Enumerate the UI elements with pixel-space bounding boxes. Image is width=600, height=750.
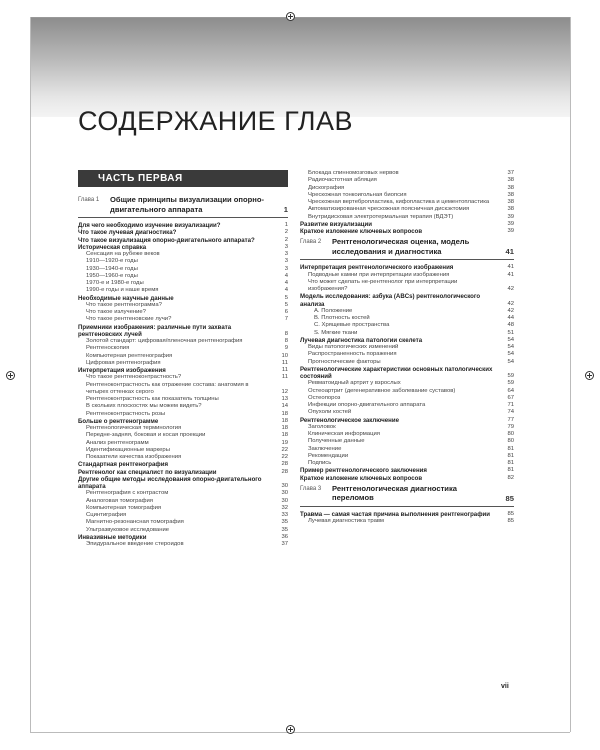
toc-entry[interactable] (300, 467, 514, 474)
toc-entry-page: 4 (284, 272, 288, 279)
toc-entry[interactable] (78, 403, 288, 410)
toc-entry[interactable] (300, 322, 514, 329)
toc-entry[interactable] (300, 409, 514, 416)
toc-entry-page: 3 (284, 265, 288, 272)
toc-entry-page: 18 (281, 417, 288, 424)
toc-entry-title: Эпидуральное введение стероидов (86, 541, 184, 547)
toc-entry-title: B. Плотность костей (314, 315, 370, 321)
toc-entry-title: Виды патологических изменений (308, 344, 399, 350)
toc-entry[interactable] (78, 244, 288, 251)
toc-entry[interactable] (300, 199, 514, 206)
toc-entry-title: Рентгеноскопия (86, 345, 130, 352)
toc-entry-page: 18 (281, 432, 288, 439)
toc-entry[interactable] (300, 185, 514, 192)
toc-entry-title: Рентгенолог как специалист по визуализации (78, 468, 217, 476)
toc-entry[interactable] (300, 424, 514, 431)
toc-entry[interactable] (300, 177, 514, 184)
toc-entry[interactable] (300, 351, 514, 358)
toc-entry-title: Что может сделать не-рентгенолог при интерпретации изображения? (308, 278, 458, 292)
toc-entry-page: 36 (281, 533, 288, 540)
toc-entry-title: 1930—1940-е годы (86, 265, 138, 272)
toc-entry-title: Показатели качества изображения (86, 454, 182, 460)
toc-entry-title: Опухоли костей (308, 409, 352, 416)
toc-entry-page: 5 (284, 301, 288, 308)
toc-entry-page: 54 (507, 344, 514, 350)
toc-entry[interactable] (300, 518, 514, 525)
toc-entry-title: Передне-задняя, боковая и косая проекции (86, 432, 206, 439)
toc-entry-title: Анализ рентгенограмм (86, 439, 149, 446)
toc-entry-title: Клиническая информация (308, 431, 380, 437)
toc-entry-page: 42 (507, 286, 514, 292)
toc-entry-title: Приемники изображения: различные пути захвата рентгеновских лучей (78, 323, 232, 338)
page-title: СОДЕРЖАНИЕ ГЛАВ (78, 106, 354, 136)
toc-entry-page: 30 (281, 490, 288, 497)
toc-list-left (78, 193, 288, 548)
toc-entry[interactable] (78, 360, 288, 367)
toc-entry-title: Рентгенологические характеристики основных патологических состояний (300, 365, 493, 380)
toc-entry-page: 4 (284, 280, 288, 286)
toc-entry-page: 18 (281, 425, 288, 431)
toc-entry[interactable] (78, 353, 288, 360)
toc-entry-page: 41 (507, 264, 514, 271)
toc-entry-title: Внутридисковая электротермальная терапия (ВДЭТ) (308, 213, 454, 220)
toc-entry[interactable] (300, 170, 514, 177)
toc-entry[interactable] (78, 447, 288, 454)
toc-entry-title: Инвазивные методики (78, 533, 147, 541)
toc-entry[interactable] (78, 461, 288, 468)
toc-entry[interactable] (300, 315, 514, 322)
toc-entry-page: 32 (281, 504, 288, 511)
toc-entry-title: В скольких плоскостях мы можем видеть? (86, 403, 202, 410)
toc-entry-title: A. Положение (314, 307, 353, 314)
crop-line-right (570, 17, 571, 732)
toc-entry-page: 81 (507, 467, 514, 474)
toc-entry-page: 79 (507, 423, 514, 430)
toc-entry[interactable] (78, 302, 288, 309)
toc-entry-title: Рекомендации (308, 452, 349, 459)
toc-entry[interactable] (300, 453, 514, 460)
registration-mark-right-icon (585, 371, 594, 380)
toc-entry-page: 38 (507, 206, 514, 213)
toc-entry[interactable] (78, 222, 288, 229)
registration-mark-bottom-icon (286, 725, 295, 734)
page-number: vii (501, 683, 509, 690)
toc-entry-page: 3 (284, 251, 288, 257)
toc-column-right (300, 170, 514, 525)
toc-entry[interactable] (78, 534, 288, 541)
toc-entry-page: 33 (281, 512, 288, 518)
toc-entry-title: Что такое рентгеноконтрастность? (86, 374, 182, 381)
toc-entry[interactable] (78, 338, 288, 345)
toc-entry-title: 1990-е годы и наше время (86, 287, 159, 294)
toc-entry-title: Лучевая диагностика травм (308, 518, 384, 524)
toc-entry-page: 3 (284, 258, 288, 265)
toc-entry-title: Рентгенологическое заключение (300, 416, 399, 424)
toc-entry-page: 8 (284, 338, 288, 344)
toc-entry-page: 41 (507, 271, 514, 278)
toc-entry-title: Лучевая диагностика патологии скелета (300, 336, 423, 344)
toc-entry-title: Больше о рентгенограмме (78, 417, 159, 425)
toc-entry-page: 22 (281, 454, 288, 460)
toc-entry-title: Инфекции опорно-двигательного аппарата (308, 402, 426, 408)
toc-entry-title: Заключение (308, 445, 342, 452)
toc-entry[interactable] (78, 490, 288, 497)
toc-entry-page: 7 (284, 316, 288, 323)
toc-entry-page: 74 (507, 409, 514, 416)
toc-entry[interactable] (300, 446, 514, 453)
chapter-number: Глава 2 (300, 239, 322, 246)
toc-entry-title: Рентгеноконтрастность розы (86, 410, 166, 417)
toc-entry-page: 37 (507, 170, 514, 176)
toc-entry[interactable] (300, 206, 514, 213)
toc-entry-page: 67 (507, 394, 514, 401)
toc-entry-title: Модель исследования: азбука (ABCs) рентгенологического анализа (300, 293, 481, 308)
toc-entry-title: Золотой стандарт: цифровая/пленочная рентгенография (86, 338, 243, 344)
toc-entry-title: Что такое излучение? (86, 309, 146, 315)
toc-entry-title: Сенсация на рубеже веков (86, 251, 160, 257)
toc-entry-page: 81 (507, 452, 514, 459)
toc-entry-title: Ревматоидный артрит у взрослых (308, 380, 401, 387)
toc-entry[interactable] (78, 541, 288, 548)
toc-entry[interactable] (78, 251, 288, 258)
toc-entry-page: 81 (507, 445, 514, 452)
toc-list-right (300, 170, 514, 525)
toc-entry-page: 54 (507, 351, 514, 358)
toc-entry-title: Чрескожная тонкоигольная биопсия (308, 191, 407, 198)
toc-entry-page: 8 (284, 330, 288, 337)
toc-entry[interactable] (300, 214, 514, 221)
header-band (30, 17, 570, 117)
toc-entry-title: Ультразвуковое исследование (86, 526, 170, 533)
toc-entry-page: 54 (507, 358, 514, 365)
chapter-title: Рентгенологическая оценка, модель исследования и диагностика (332, 237, 470, 256)
toc-entry-page: 85 (507, 518, 514, 524)
toc-entry-title: Развитие визуализации (300, 220, 373, 228)
toc-entry[interactable] (78, 324, 288, 339)
toc-entry[interactable] (300, 264, 514, 271)
toc-entry[interactable] (300, 192, 514, 199)
toc-entry-title: Идентификационные маркеры (86, 446, 170, 453)
toc-entry[interactable] (78, 374, 288, 381)
toc-entry-title: Интерпретация изображения (78, 367, 166, 374)
toc-entry-title: Сцинтиграфия (86, 512, 127, 518)
toc-entry[interactable] (300, 337, 514, 344)
toc-entry[interactable] (78, 519, 288, 526)
toc-entry[interactable] (300, 221, 514, 228)
toc-entry-page: 10 (281, 352, 288, 359)
toc-entry-title: Краткое изложение ключевых вопросов (300, 474, 423, 482)
toc-entry-page: 38 (507, 199, 514, 205)
toc-entry[interactable] (78, 454, 288, 461)
toc-entry[interactable] (300, 330, 514, 337)
toc-entry-page: 4 (284, 287, 288, 294)
toc-entry-title: Аналоговая томография (86, 497, 153, 504)
toc-entry-title: Рентгеноконтрастность как показатель толщины (86, 396, 219, 402)
toc-entry-title: Историческая справка (78, 243, 147, 251)
toc-entry-page: 28 (281, 461, 288, 468)
toc-entry-title: Что такое рентгенограмма? (86, 301, 162, 308)
toc-entry[interactable] (78, 396, 288, 403)
chapter-title: Общие принципы визуализации опорно-двигательного аппарата (110, 195, 265, 214)
toc-entry[interactable] (78, 476, 288, 491)
toc-entry-title: Подводные камни при интерпретации изображения (308, 271, 450, 278)
toc-entry-page: 42 (507, 307, 514, 314)
toc-entry-title: Компьютерная рентгенография (86, 352, 173, 359)
toc-entry-page: 11 (281, 367, 288, 373)
chapter-page: 85 (505, 493, 514, 503)
toc-entry[interactable] (300, 380, 514, 387)
toc-entry-title: 1970-е и 1980-е годы (86, 280, 144, 286)
toc-entry[interactable] (78, 505, 288, 512)
part-heading: ЧАСТЬ ПЕРВАЯ (78, 170, 288, 187)
toc-entry[interactable] (300, 359, 514, 366)
toc-entry-title: Магнитно-резонансная томография (86, 519, 184, 526)
toc-entry-page: 5 (284, 294, 288, 301)
toc-entry[interactable] (78, 316, 288, 323)
toc-entry[interactable] (300, 395, 514, 402)
toc-entry[interactable] (78, 258, 288, 265)
toc-entry-title: Радиочастотная абляция (308, 177, 377, 184)
toc-entry-page: 38 (507, 177, 514, 184)
toc-entry-title: Полученные данные (308, 438, 365, 445)
toc-entry[interactable] (78, 273, 288, 280)
toc-entry[interactable] (78, 309, 288, 316)
toc-entry-title: Компьютерная томография (86, 504, 162, 511)
toc-entry-page: 13 (281, 396, 288, 402)
toc-entry-page: 14 (281, 403, 288, 410)
toc-entry-title: Другие общие методы исследования опорно-двигательного аппарата (78, 475, 262, 490)
toc-entry-page: 85 (507, 510, 514, 517)
chapter-heading[interactable] (300, 235, 514, 260)
toc-entry-title: Распространенность поражения (308, 351, 397, 358)
toc-entry-page: 82 (507, 474, 514, 481)
toc-entry[interactable] (78, 440, 288, 447)
toc-entry[interactable] (300, 417, 514, 424)
toc-entry-page: 2 (284, 229, 288, 236)
toc-entry-title: Дискография (308, 184, 345, 191)
toc-entry-page: 64 (507, 387, 514, 394)
toc-entry-page: 12 (281, 388, 288, 395)
chapter-number: Глава 3 (300, 485, 322, 492)
toc-entry-page: 77 (507, 416, 514, 423)
toc-entry[interactable] (300, 388, 514, 395)
toc-entry-page: 38 (507, 191, 514, 198)
chapter-page: 1 (283, 205, 288, 214)
crop-line-top (30, 17, 570, 18)
toc-entry[interactable] (78, 280, 288, 287)
toc-entry-title: Что такое лучевая диагностика? (78, 229, 177, 237)
toc-entry-title: Необходимые научные данные (78, 294, 174, 302)
toc-entry-title: Рентгенография с контрастом (86, 490, 169, 497)
toc-entry-page: 37 (281, 541, 288, 547)
toc-entry[interactable] (300, 366, 514, 381)
chapter-title: Рентгенологическая диагностика переломов (332, 483, 457, 503)
toc-entry-page: 18 (281, 410, 288, 417)
toc-entry-page: 42 (507, 300, 514, 307)
toc-entry[interactable] (78, 367, 288, 374)
toc-entry[interactable] (78, 469, 288, 476)
toc-entry-page: 39 (507, 228, 514, 234)
toc-entry-page: 35 (281, 526, 288, 533)
toc-entry[interactable] (300, 308, 514, 315)
toc-entry-title: S. Мягкие ткани (314, 329, 358, 336)
toc-entry-page: 3 (284, 243, 288, 250)
toc-entry-title: Что такое рентгеновские лучи? (86, 316, 172, 323)
toc-entry[interactable] (78, 498, 288, 505)
toc-entry[interactable] (300, 460, 514, 467)
toc-entry-title: Рентгенологическая терминология (86, 425, 182, 431)
toc-entry[interactable] (78, 382, 288, 397)
registration-mark-left-icon (6, 371, 15, 380)
toc-entry[interactable] (78, 229, 288, 236)
toc-entry[interactable] (78, 527, 288, 534)
toc-entry-page: 39 (507, 220, 514, 227)
toc-entry-title: Стандартная рентгенография (78, 461, 169, 469)
toc-entry-title: Заголовок (308, 423, 336, 430)
toc-entry-page: 81 (507, 460, 514, 466)
toc-column-left (78, 170, 288, 548)
toc-entry[interactable] (300, 431, 514, 438)
toc-entry-title: Блокада спинномозговых нервов (308, 170, 399, 176)
toc-entry[interactable] (300, 438, 514, 445)
toc-entry[interactable] (300, 272, 514, 279)
toc-entry-title: 1950—1960-е годы (86, 272, 138, 279)
toc-entry-page: 80 (507, 438, 514, 445)
toc-entry-page: 51 (507, 329, 514, 336)
toc-entry-title: C. Хрящевые пространства (314, 322, 390, 329)
toc-entry-title: Прогностические факторы (308, 358, 381, 365)
toc-entry-page: 30 (281, 497, 288, 504)
toc-entry-title: 1910—1920-е годы (86, 258, 138, 265)
toc-entry[interactable] (300, 344, 514, 351)
toc-entry-page: 38 (507, 184, 514, 191)
toc-entry[interactable] (78, 425, 288, 432)
toc-entry-page: 6 (284, 309, 288, 315)
toc-entry-page: 9 (284, 345, 288, 352)
toc-entry-title: Остеопороз (308, 394, 341, 401)
toc-entry[interactable] (78, 432, 288, 439)
toc-entry[interactable] (300, 293, 514, 308)
crop-line-left (30, 17, 31, 732)
toc-entry-page: 22 (281, 446, 288, 453)
chapter-number: Глава 1 (78, 197, 100, 203)
toc-entry[interactable] (300, 475, 514, 482)
toc-entry-page: 48 (507, 322, 514, 329)
crop-line-bottom (30, 732, 570, 733)
toc-entry-title: Автоматизированная чрескожная поясничная дискэктомия (308, 206, 470, 213)
toc-entry[interactable] (78, 512, 288, 519)
toc-entry-title: Краткое изложение ключевых вопросов (300, 228, 423, 235)
toc-entry-page: 35 (281, 519, 288, 526)
toc-entry-title: Пример рентгенологического заключения (300, 467, 427, 475)
toc-entry-title: Подпись (308, 460, 332, 466)
toc-entry-page: 59 (507, 380, 514, 387)
toc-entry-page: 44 (507, 315, 514, 321)
chapter-heading[interactable] (300, 482, 514, 507)
toc-entry[interactable] (78, 266, 288, 273)
toc-entry[interactable] (78, 295, 288, 302)
chapter-page: 41 (505, 247, 514, 257)
toc-entry-title: Для чего необходимо изучение визуализации? (78, 222, 221, 229)
toc-entry-page: 11 (281, 374, 288, 381)
toc-entry[interactable] (78, 237, 288, 244)
toc-entry-title: Чрескожная вертебропластика, кифопластика и цементопластика (308, 199, 490, 205)
registration-mark-top-icon (286, 12, 295, 21)
toc-entry[interactable] (78, 411, 288, 418)
toc-entry[interactable] (300, 279, 514, 294)
toc-entry-title: Остеоартрит (дегенеративное заболевание суставов) (308, 387, 456, 394)
toc-entry[interactable] (300, 228, 514, 235)
toc-entry-title: Интерпретация рентгенологического изображения (300, 264, 454, 272)
toc-entry-page: 30 (281, 483, 288, 489)
toc-entry-page: 19 (281, 439, 288, 446)
toc-entry-page: 11 (281, 359, 288, 366)
toc-entry[interactable] (78, 418, 288, 425)
toc-entry-title: Рентгеноконтрастность как отражение состава: анатомия в четырех оттенках серого (86, 381, 249, 395)
toc-entry-page: 54 (507, 336, 514, 343)
toc-entry-title: Что такое визуализация опорно-двигательного аппарата? (78, 236, 255, 244)
toc-entry-page: 39 (507, 213, 514, 220)
toc-entry-page: 28 (281, 468, 288, 475)
toc-entry-title: Травма — самая частая причина выполнения рентгенографии (300, 510, 491, 518)
toc-entry[interactable] (300, 511, 514, 518)
toc-entry[interactable] (78, 287, 288, 294)
toc-entry-title: Цифровая рентгенография (86, 359, 161, 366)
chapter-heading[interactable] (78, 193, 288, 218)
toc-entry-page: 71 (507, 402, 514, 408)
toc-entry-page: 2 (284, 236, 288, 243)
toc-entry[interactable] (78, 345, 288, 352)
toc-entry-page: 80 (507, 431, 514, 437)
toc-entry-page: 59 (507, 373, 514, 379)
toc-entry-page: 1 (284, 222, 288, 228)
